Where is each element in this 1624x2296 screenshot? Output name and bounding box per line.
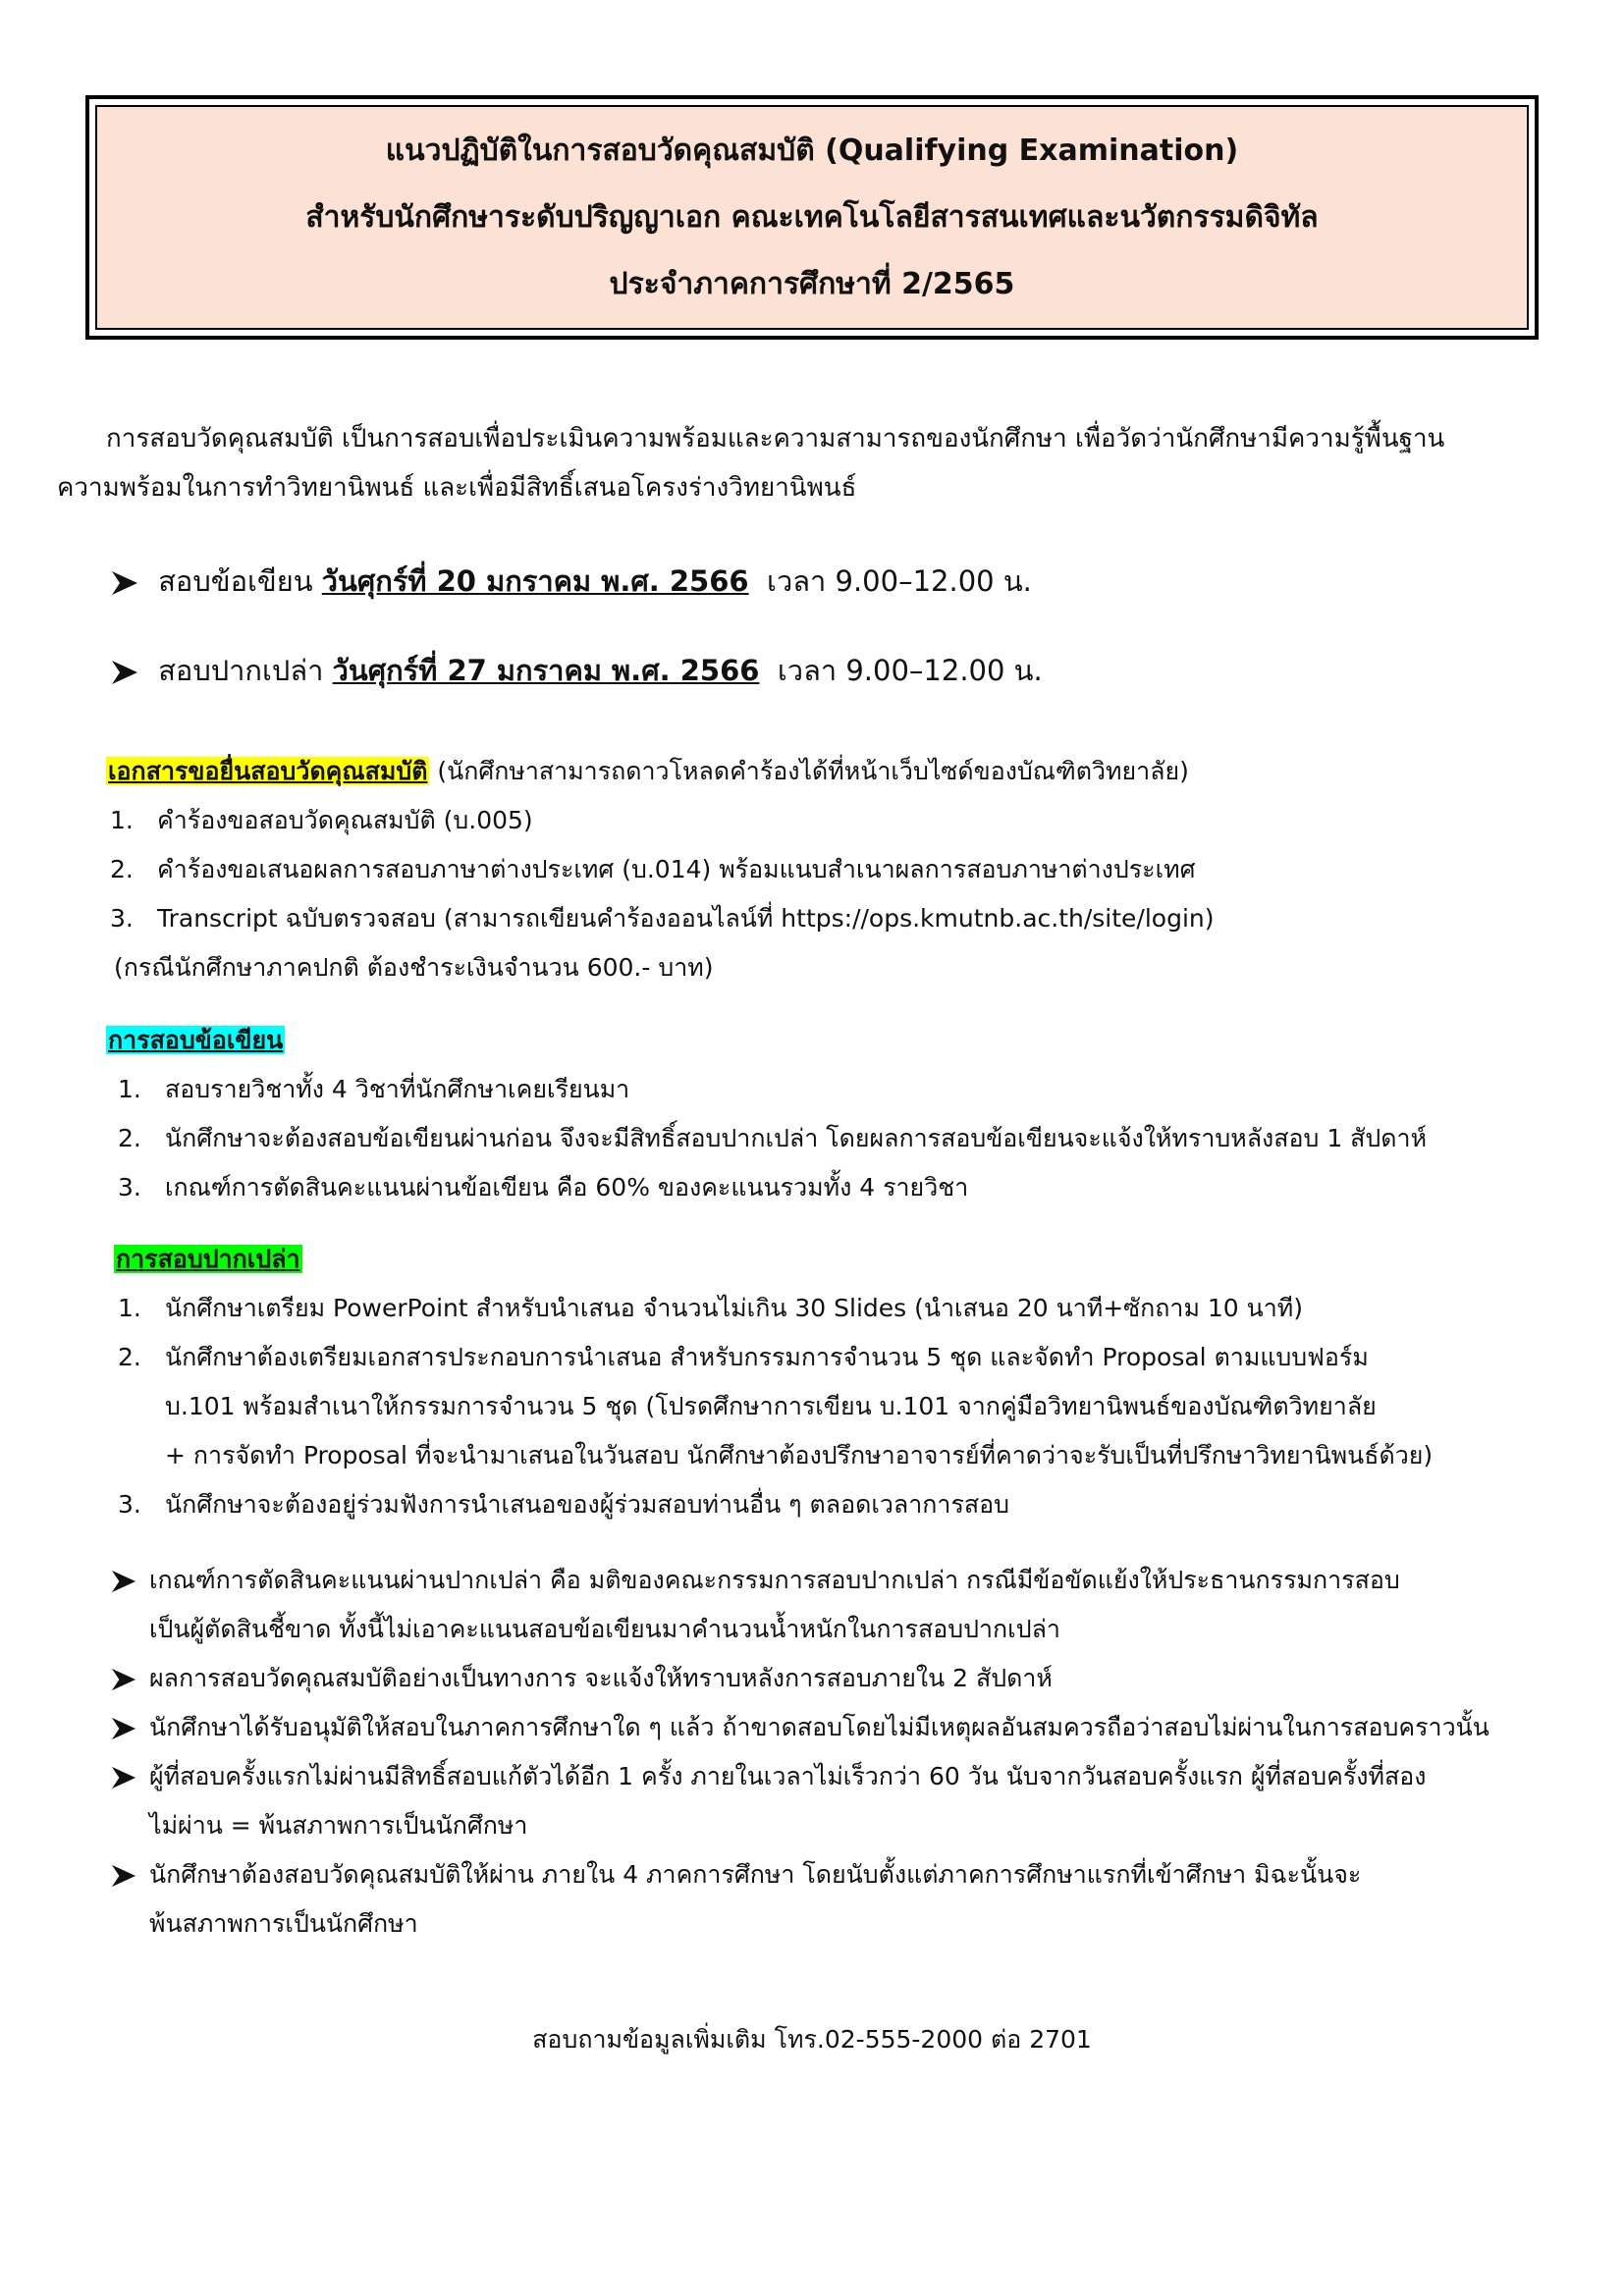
oral-section [0,1235,1624,1529]
arrow-bullet-icon [110,556,149,607]
list-item: 2. นักศึกษาจะต้องสอบข้อเขียนผ่านก่อน จึงจะมีสิทธิ์สอบปากเปล่า โดยผลการสอบข้อเขียนจะแจ้งให้ทราบหลังสอบ 1 สัปดาห์ [118,1124,1428,1152]
documents-heading: เอกสารขอยื่นสอบวัดคุณสมบัติ [108,757,428,785]
fee-note: (กรณีนักศึกษาภาคปกติ ต้องชำระเงินจำนวน 600.- บาท) [114,953,714,982]
list-item-continuation: บ.101 พร้อมสำเนาให้กรรมการจำนวน 5 ชุด (โปรดศึกษาการเขียน บ.101 จากคู่มือวิทยานิพนธ์ของบัณฑิตวิทยาลัย [165,1392,1377,1420]
contact-footer: สอบถามข้อมูลเพิ่มเติม โทร.02-555-2000 ต่อ 2701 [532,2025,1092,2054]
title-line-2: สำหรับนักศึกษาระดับปริญญาเอก คณะเทคโนโลยีสารสนเทศและนวัตกรรมดิจิทัล [305,200,1319,235]
schedule-written [0,556,1624,607]
rule-item: นักศึกษาต้องสอบวัดคุณสมบัติให้ผ่าน ภายใน 4 ภาคการศึกษา โดยนับตั้งแต่ภาคการศึกษาแรกที่เข้าศึกษา มิฉะนั้นจะ พ้นสภาพการเป็นนักศึกษา [0,1850,1624,1949]
schedule-date: วันศุกร์ที่ 20 มกราคม พ.ศ. 2566 [321,564,749,598]
list-item: 3. เกณฑ์การตัดสินคะแนนผ่านข้อเขียน คือ 60% ของคะแนนรวมทั้ง 4 รายวิชา [118,1173,969,1201]
arrow-bullet-icon [110,1752,149,1801]
schedule-label: สอบปากเปล่า [158,654,324,687]
arrow-bullet-icon [110,1556,149,1605]
rule-item: เกณฑ์การตัดสินคะแนนผ่านปากเปล่า คือ มติของคณะกรรมการสอบปากเปล่า กรณีมีข้อขัดแย้งให้ประธานกรรมการสอบ เป็นผู้ตัดสินชี้ขาด ทั้งนี้ไม่เอาคะแนนสอบข้อเขียนมาคำนวนน้ำหนักในการสอบปากเปล่า [0,1556,1624,1654]
rule-item: ผู้ที่สอบครั้งแรกไม่ผ่านมีสิทธิ์สอบแก้ตัวได้อีก 1 ครั้ง ภายในเวลาไม่เร็วกว่า 60 วัน นับจากวันสอบครั้งแรก ผู้ที่สอบครั้งที่สอง ไม่ผ่าน = พ้นสภาพการเป็นนักศึกษา [0,1752,1624,1850]
arrow-bullet-icon [110,1850,149,1899]
list-item-continuation: + การจัดทำ Proposal ที่จะนำมาเสนอในวันสอบ นักศึกษาต้องปรึกษาอาจารย์ที่คาดว่าจะรับเป็นที่ปรึกษาวิทยานิพนธ์ด้วย) [165,1441,1434,1469]
list-item: 2. นักศึกษาต้องเตรียมเอกสารประกอบการนำเสนอ สำหรับกรรมการจำนวน 5 ชุด และจัดทำ Proposal ตามแบบฟอร์ม [118,1343,1369,1371]
intro-line-1: การสอบวัดคุณสมบัติ เป็นการสอบเพื่อประเมินความพร้อมและความสามารถของนักศึกษา เพื่อวัดว่านักศึกษามีความรู้พื้นฐาน [106,424,1445,454]
documents-note: (นักศึกษาสามารถดาวโหลดคำร้องได้ที่หน้าเว็บไซด์ของบัณฑิตวิทยาลัย) [437,757,1189,785]
title-box [85,95,1539,340]
schedule-time: เวลา 9.00–12.00 น. [767,564,1032,598]
rule-item: นักศึกษาได้รับอนุมัติให้สอบในภาคการศึกษาใด ๆ แล้ว ถ้าขาดสอบโดยไม่มีเหตุผลอันสมควรถือว่าสอบไม่ผ่านในการสอบคราวนั้น [0,1703,1624,1752]
intro-line-2: ความพร้อมในการทำวิทยานิพนธ์ และเพื่อมีสิทธิ์เสนอโครงร่างวิทยานิพนธ์ [57,473,857,503]
list-item: 2. คำร้องขอเสนอผลการสอบภาษาต่างประเทศ (บ.014) พร้อมแนบสำเนาผลการสอบภาษาต่างประเทศ [110,855,1196,883]
schedule-oral [0,645,1624,696]
arrow-bullet-icon [110,1654,149,1703]
title-box-inner [95,105,1529,330]
schedule-date: วันศุกร์ที่ 27 มกราคม พ.ศ. 2566 [332,654,760,687]
arrow-bullet-icon [110,645,149,696]
list-item: 1. นักศึกษาเตรียม PowerPoint สำหรับนำเสนอ จำนวนไม่เกิน 30 Slides (นำเสนอ 20 นาที+ซักถาม 10 นาที) [118,1294,1303,1322]
list-item: 3. นักศึกษาจะต้องอยู่ร่วมฟังการนำเสนอของผู้ร่วมสอบท่านอื่น ๆ ตลอดเวลาการสอบ [118,1490,1010,1519]
rule-item: ผลการสอบวัดคุณสมบัติอย่างเป็นทางการ จะแจ้งให้ทราบหลังการสอบภายใน 2 สัปดาห์ [0,1654,1624,1703]
schedule-time: เวลา 9.00–12.00 น. [777,654,1043,687]
title-line-1: แนวปฏิบัติในการสอบวัดคุณสมบัติ (Qualifying Examination) [385,133,1239,168]
intro-paragraph [0,414,1624,512]
arrow-bullet-icon [110,1703,149,1752]
oral-heading: การสอบปากเปล่า [116,1245,300,1273]
list-item: 1. สอบรายวิชาทั้ง 4 วิชาที่นักศึกษาเคยเรียนมา [118,1075,630,1103]
written-heading: การสอบข้อเขียน [108,1026,284,1054]
documents-section [0,747,1624,992]
list-item: 3. Transcript ฉบับตรวจสอบ (สามารถเขียนคำร้องออนไลน์ที่ https://ops.kmutnb.ac.th/site/login) [110,904,1215,933]
title-line-3: ประจำภาคการศึกษาที่ 2/2565 [609,267,1015,301]
schedule-label: สอบข้อเขียน [158,564,313,598]
written-section [0,1016,1624,1212]
rules-list [0,1556,1624,1949]
list-item: 1. คำร้องขอสอบวัดคุณสมบัติ (บ.005) [110,806,533,834]
